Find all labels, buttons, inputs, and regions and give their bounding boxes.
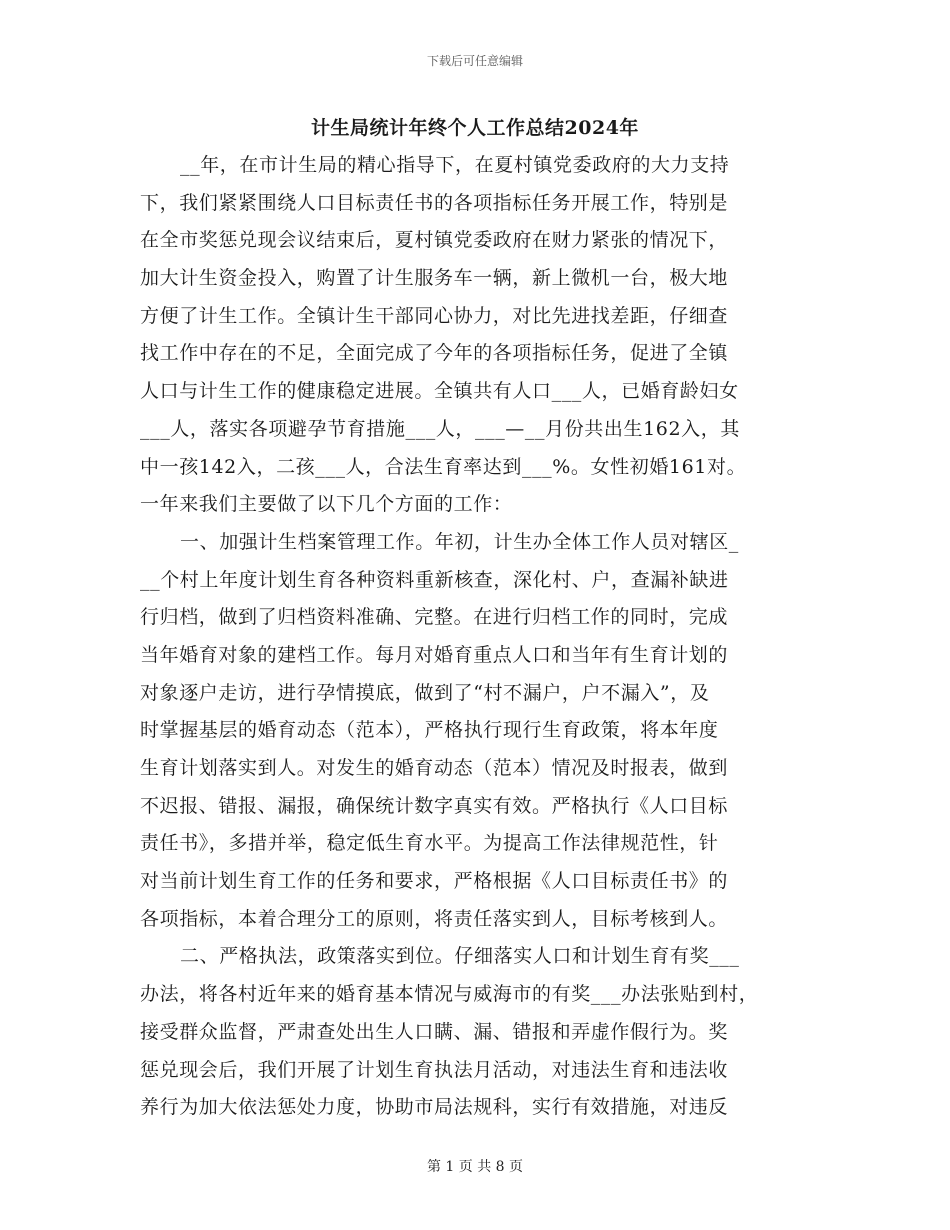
body-line: 一、加强计生档案管理工作。年初，计生办全体工作人员对辖区_ [180, 530, 739, 553]
document-body [140, 147, 812, 1127]
body-line: 中一孩142入，二孩___人，合法生育率达到___%。女性初婚161对。 [140, 455, 747, 478]
body-line: 办法，将各村近年来的婚育基本情况与威海市的有奖___办法张贴到村， [140, 983, 759, 1006]
body-line: 方便了计生工作。全镇计生干部同心协力，对比先进找差距，仔细查 [140, 304, 729, 327]
body-line: ___人，落实各项避孕节育措施___人，___—__月份共出生162入，其 [140, 417, 740, 440]
body-line: 生育计划落实到人。对发生的婚育动态（范本）情况及时报表，做到 [140, 757, 729, 779]
body-line: 在全市奖惩兑现会议结束后，夏村镇党委政府在财力紧张的情况下， [140, 229, 729, 252]
body-line: 接受群众监督，严肃查处出生人口瞒、漏、错报和弄虚作假行为。奖 [140, 1020, 729, 1043]
body-line: 行归档，做到了归档资料准确、完整。在进行归档工作的同时，完成 [140, 606, 729, 629]
body-line: 惩兑现会后，我们开展了计划生育执法月活动，对违法生育和违法收 [140, 1058, 729, 1081]
body-line: 不迟报、错报、漏报，确保统计数字真实有效。严格执行《人口目标 [140, 794, 729, 817]
body-line: 二、严格执法，政策落实到位。仔细落实人口和计划生育有奖___ [180, 945, 740, 968]
body-line: 一年来我们主要做了以下几个方面的工作： [140, 493, 513, 516]
body-line: 各项指标，本着合理分工的原则，将责任落实到人，目标考核到人。 [140, 907, 729, 930]
body-line: 当年婚育对象的建档工作。每月对婚育重点人口和当年有生育计划的 [140, 643, 729, 666]
body-line: 对当前计划生育工作的任务和要求，严格根据《人口目标责任书》的 [140, 870, 729, 893]
body-line: 加大计生资金投入，购置了计生服务车一辆，新上微机一台，极大地 [140, 267, 729, 290]
page-number: 第 1 页 共 8 页 [426, 1159, 524, 1175]
body-line: 养行为加大依法惩处力度，协助市局法规科，实行有效措施，对违反 [140, 1096, 729, 1119]
body-line: 人口与计生工作的健康稳定进展。全镇共有人口___人，已婚育龄妇女 [140, 380, 739, 403]
body-line: __年，在市计生局的精心指导下，在夏村镇党委政府的大力支持 [180, 154, 730, 176]
body-line: 对象逐户走访，进行孕情摸底，做到了“村不漏户，户不漏入”，及 [140, 681, 710, 704]
page-header-note: 下载后可任意编辑 [426, 54, 523, 68]
body-line: 下，我们紧紧围绕人口目标责任书的各项指标任务开展工作，特别是 [140, 191, 729, 214]
body-line: 责任书》，多措并举，稳定低生育水平。为提高工作法律规范性，针 [140, 832, 719, 855]
body-line: 时掌握基层的婚育动态（范本），严格执行现行生育政策，将本年度 [140, 719, 719, 742]
body-line: 找工作中存在的不足，全面完成了今年的各项指标任务，促进了全镇 [140, 342, 729, 365]
body-line: __个村上年度计划生育各种资料重新核查，深化村、户，查漏补缺进 [140, 568, 729, 591]
document-title: 计生局统计年终个人工作总结2024年 [311, 117, 639, 139]
